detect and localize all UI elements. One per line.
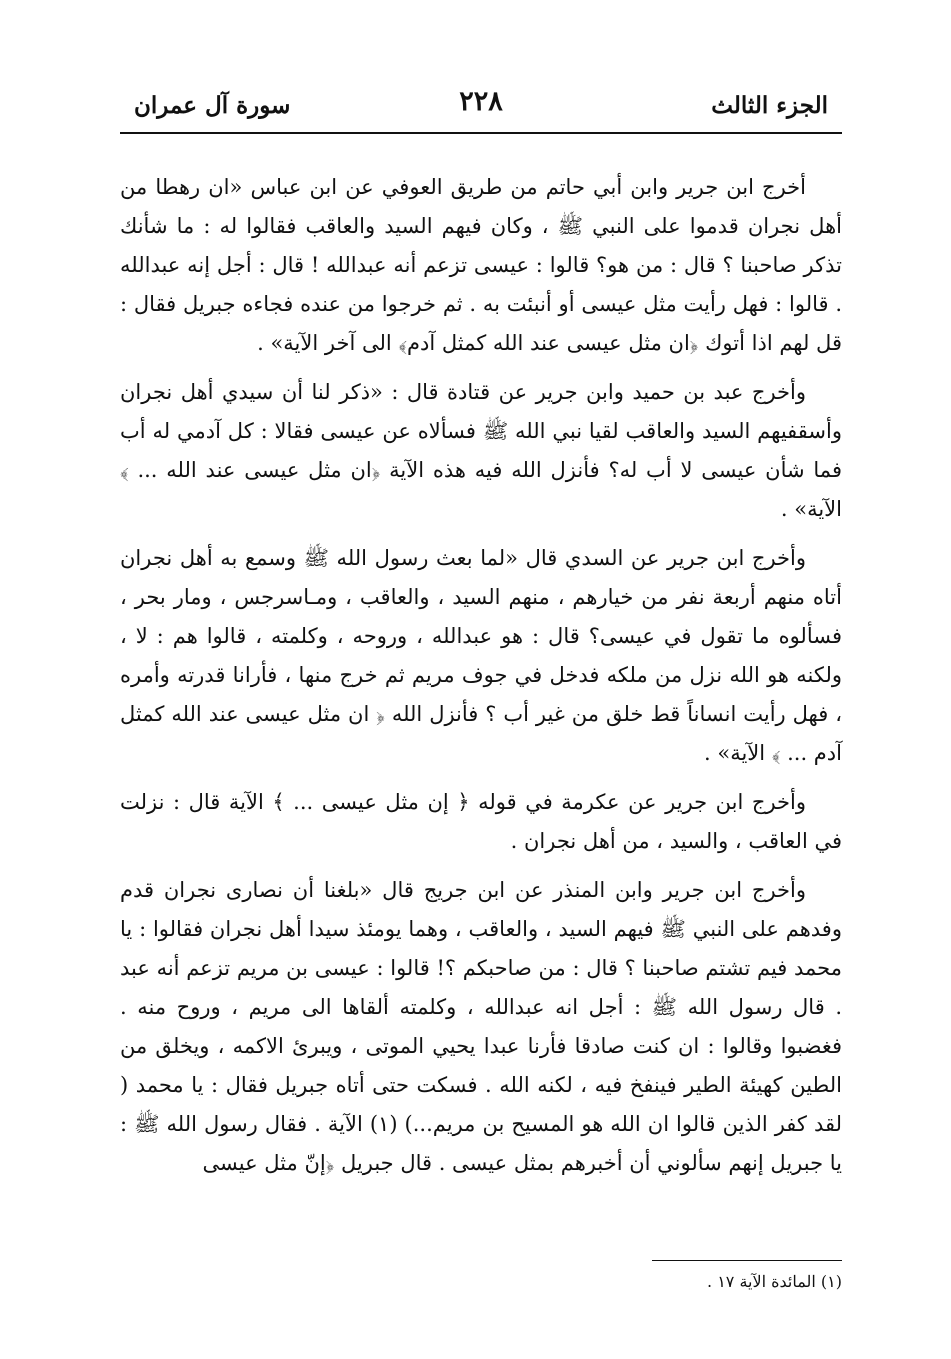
header-divider [120, 132, 842, 134]
footnote: (١) المائدة الآية ١٧ . [707, 1272, 842, 1291]
part-title: الجزء الثالث [711, 91, 828, 119]
page-header [120, 80, 842, 130]
paragraph: وأخرج ابن جرير عن السدي قال «لما بعث رسول الله ﷺ وسمع به أهل نجران أتاه منهم أربعة نفر من خيارهم ، منهم السيد ، والعاقب ، ومـاسرجس ، ومار بحر ، فسألوه ما تقول في عيسى؟ قال : هو عبدالله ، وروحه ، وكلمته ، قالوا هم : لا ، ولكنه هو الله نزل من ملكه فدخل في جوف مريم ثم خرج منها ، فأرانا قدرته وأمره ، فهل رأيت انساناً قط خلق من غير أب ؟ فأنزل الله ﴿ ان مثل عيسى عند الله كمثل آدم ... ﴾ الآية» . [120, 546, 842, 765]
paragraph: وأخرج ابن جرير وابن المنذر عن ابن جريج قال «بلغنا أن نصارى نجران قدم وفدهم على النبي ﷺ فيهم السيد ، والعاقب ، وهما يومئذ سيدا أهل نجران فقالوا : يا محمد فيم تشتم صاحبنا ؟ قال : من صاحبكم ؟! قالوا : عيسى بن مريم تزعم أنه عبد . قال رسول الله ﷺ : أجل انه عبدالله ، وكلمته ألقاها الى مريم ، وروح منه . فغضبوا وقالوا : ان كنت صادقا فأرنا عبدا يحيي الموتى ، ويبرئ الاكمه ، ويخلق من الطين كهيئة الطير فينفخ فيه ، لكنه الله . فسكت حتى أتاه جبريل فقال : يا محمد ( لقد كفر الذين قالوا ان الله هو المسيح بن مريم...) (١) الآية . فقال رسول الله ﷺ : يا جبريل إنهم سألوني أن أخبرهم بمثل عيسى . قال جبريل ﴿إنّ مثل عيسى [120, 878, 842, 1175]
surah-title: سورة آل عمران [134, 91, 291, 119]
page-body [120, 168, 842, 1193]
book-page [120, 80, 842, 1320]
paragraph: وأخرج عبد بن حميد وابن جرير عن قتادة قال : «ذكر لنا أن سيدي أهل نجران وأسقفيهم السيد والعاقب لقيا نبي الله ﷺ فسألاه عن عيسى فقالا : كل آدمي له أب فما شأن عيسى لا أب له؟ فأنزل الله فيه هذه الآية ﴿ان مثل عيسى عند الله ... ﴾ الآية» . [120, 380, 842, 521]
page-number: ٢٢٨ [459, 86, 503, 117]
paragraph: وأخرج ابن جرير عن عكرمة في قوله ﴿ إن مثل عيسى ... ﴾ الآية قال : نزلت في العاقب ، والسيد ، من أهل نجران . [120, 790, 842, 853]
paragraph: أخرج ابن جرير وابن أبي حاتم من طريق العوفي عن ابن عباس «ان رهطا من أهل نجران قدموا على النبي ﷺ ، وكان فيهم السيد والعاقب فقالوا له : ما شأنك تذكر صاحبنا ؟ قال : من هو؟ قالوا : عيسى تزعم أنه عبدالله ! قال : أجل إنه عبدالله . قالوا : فهل رأيت مثل عيسى أو أنبئت به . ثم خرجوا من عنده فجاءه جبريل فقال : قل لهم اذا أتوك ﴿ان مثل عيسى عند الله كمثل آدم﴾ الى آخر الآية» . [120, 175, 842, 355]
footnote-divider [652, 1260, 842, 1261]
